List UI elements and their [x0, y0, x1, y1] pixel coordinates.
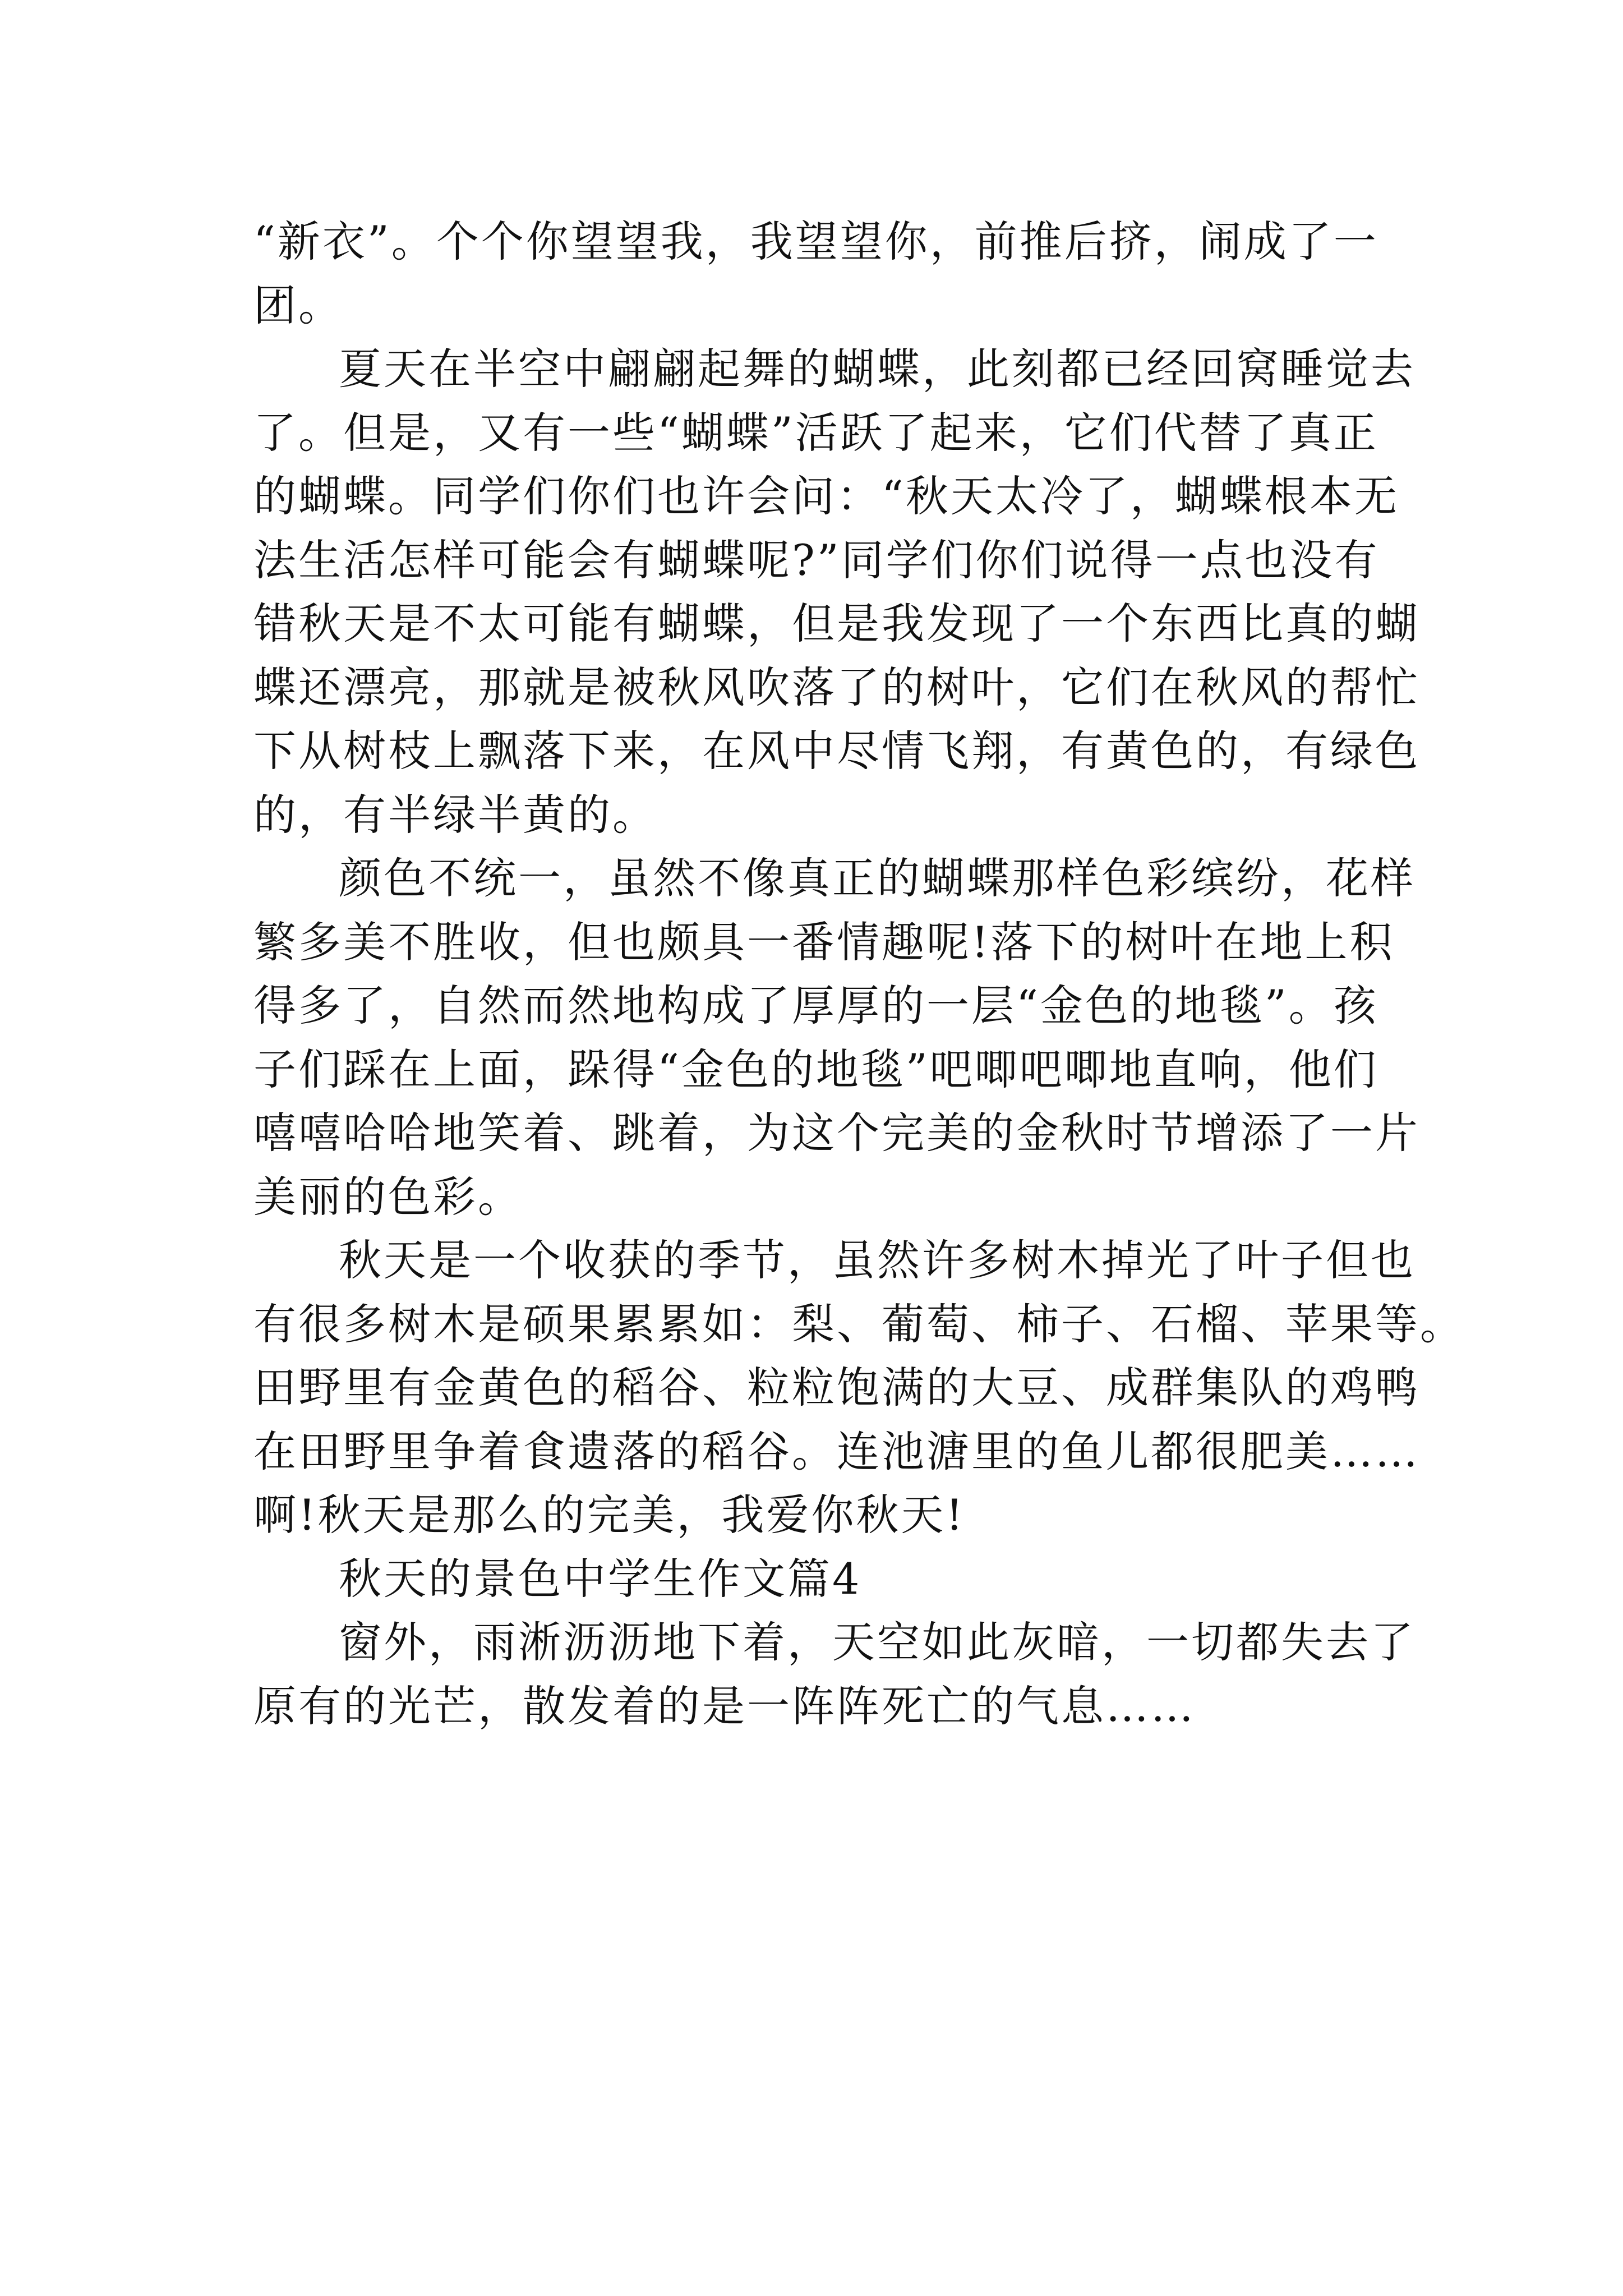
text-line: 错秋天是不太可能有蝴蝶，但是我发现了一个东西比真的蝴: [253, 599, 1420, 648]
text-line: 蝶还漂亮，那就是被秋风吹落了的树叶，它们在秋风的帮忙: [253, 662, 1420, 712]
text-line: 颜色不统一，虽然不像真正的蝴蝶那样色彩缤纷，花样: [339, 853, 1415, 903]
text-line: 团。: [253, 280, 343, 330]
text-line: 夏天在半空中翩翩起舞的蝴蝶，此刻都已经回窝睡觉去: [339, 344, 1415, 394]
text-line: 有很多树木是硕果累累如：梨、葡萄、柿子、石榴、苹果等。: [253, 1299, 1465, 1349]
paragraph-3: [253, 846, 1420, 1228]
document-page: [253, 210, 1465, 1738]
text-line: 在田野里争着食遗落的稻谷。连池溏里的鱼儿都很肥美……: [253, 1426, 1420, 1476]
text-line: 下从树枝上飘落下来，在风中尽情飞翔，有黄色的，有绿色: [253, 726, 1420, 776]
text-line: 子们踩在上面，跺得“金色的地毯”吧唧吧唧地直响，他们: [253, 1044, 1378, 1094]
text-line: 秋天的景色中学生作文篇4: [339, 1553, 862, 1604]
section-heading: [253, 1547, 1375, 1611]
text-line: 美丽的色彩。: [253, 1171, 523, 1222]
text-line: 法生活怎样可能会有蝴蝶呢?”同学们你们说得一点也没有: [253, 535, 1380, 585]
text-line: 原有的光芒，散发着的是一阵阵死亡的气息……: [253, 1681, 1196, 1731]
text-line: 田野里有金黄色的稻谷、粒粒饱满的大豆、成群集队的鸡鸭: [253, 1363, 1420, 1412]
text-line: 了。但是，又有一些“蝴蝶”活跃了起来，它们代替了真正: [253, 407, 1378, 458]
text-line: 嘻嘻哈哈地笑着、跳着，为这个完美的金秋时节增添了一片: [253, 1108, 1420, 1158]
text-line: 的，有半绿半黄的。: [253, 789, 657, 840]
paragraph-2: [253, 337, 1420, 846]
paragraph-4: [253, 1228, 1465, 1547]
paragraph-5: [253, 1611, 1415, 1738]
text-line: “新衣”。个个你望望我，我望望你，前推后挤，闹成了一: [253, 217, 1378, 266]
paragraph-1: [253, 210, 1378, 337]
text-line: 窗外，雨淅沥沥地下着，天空如此灰暗，一切都失去了: [339, 1617, 1415, 1667]
text-line: 秋天是一个收获的季节，虽然许多树木掉光了叶子但也: [339, 1235, 1415, 1285]
text-line: 繁多美不胜收，但也颇具一番情趣呢!落下的树叶在地上积: [253, 917, 1395, 967]
text-line: 的蝴蝶。同学们你们也许会问：“秋天太冷了，蝴蝶根本无: [253, 471, 1399, 521]
text-line: 得多了，自然而然地构成了厚厚的一层“金色的地毯”。孩: [253, 981, 1378, 1030]
text-line: 啊!秋天是那么的完美，我爱你秋天!: [253, 1490, 966, 1540]
